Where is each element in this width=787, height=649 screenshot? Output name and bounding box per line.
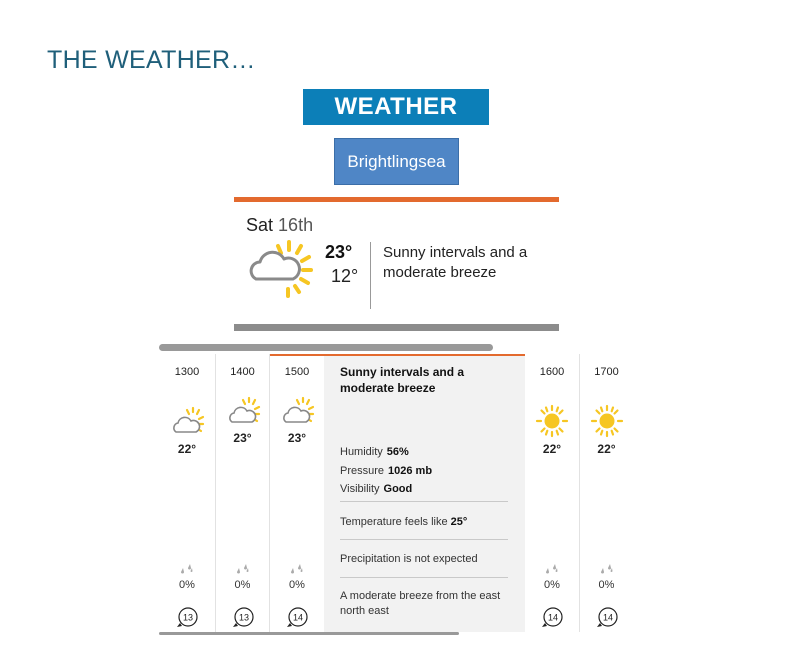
sunny-intervals-icon	[169, 406, 205, 440]
sunny-intervals-icon	[279, 396, 315, 430]
max-temperature: 23°	[325, 242, 353, 262]
hour-temperature: 22°	[177, 442, 197, 456]
bottom-scrollbar[interactable]	[159, 632, 459, 635]
precipitation-chance: 0%	[179, 579, 195, 591]
precipitation-chance: 0%	[544, 579, 560, 591]
divider	[340, 501, 508, 502]
hour-column-1600[interactable]	[525, 354, 580, 632]
wind-direction-icon	[231, 606, 255, 628]
precipitation-chance: 0%	[234, 579, 251, 591]
hour-time: 1600	[539, 366, 565, 378]
sun-icon	[589, 404, 625, 438]
visibility-row	[340, 483, 412, 495]
humidity-value: 56%	[386, 446, 409, 458]
day-card-bottom-bar	[234, 324, 559, 331]
sun-icon	[534, 404, 570, 438]
hour-temperature: 22°	[542, 442, 562, 456]
day-summary-card[interactable]	[234, 197, 559, 332]
divider	[370, 242, 371, 309]
precipitation-note: Precipitation is not expected	[340, 553, 478, 565]
precipitation-chance: 0%	[289, 579, 305, 591]
slide-title: THE WEATHER…	[47, 46, 256, 74]
hour-time: 1500	[284, 366, 310, 378]
hour-time: 1300	[174, 366, 200, 378]
wind-speed: 14	[602, 612, 613, 623]
feels-like-value: 25°	[450, 516, 468, 528]
sunny-intervals-icon	[225, 396, 261, 430]
humidity-label: Humidity	[340, 446, 383, 458]
feels-like-label: Temperature feels like	[340, 516, 448, 528]
pressure-label: Pressure	[340, 465, 385, 477]
feels-like-row	[340, 515, 510, 530]
precipitation-chance: 0%	[598, 579, 615, 591]
hour-time: 1400	[230, 366, 255, 378]
weather-logo: WEATHER	[303, 89, 489, 125]
wind-note: A moderate breeze from the east north east	[340, 590, 501, 617]
day-label	[246, 215, 313, 236]
hour-column-1500[interactable]	[270, 354, 324, 632]
wind-direction-icon	[175, 606, 199, 628]
wind-speed: 13	[182, 612, 194, 623]
pressure-row	[340, 465, 432, 477]
wind-direction-icon	[540, 606, 564, 628]
visibility-value: Good	[383, 483, 413, 495]
sunny-intervals-icon	[242, 239, 317, 301]
wind-direction-icon	[595, 606, 619, 628]
raindrops-icon	[179, 562, 195, 576]
raindrops-icon	[289, 562, 305, 576]
hour-column-1700[interactable]	[580, 354, 633, 632]
min-temperature: 12°	[331, 266, 359, 286]
hourly-forecast[interactable]	[159, 344, 633, 636]
pressure-value: 1026 mb	[388, 465, 433, 477]
day-summary-text: Sunny intervals and a moderate breeze	[383, 244, 528, 281]
day-date: 16th	[278, 215, 314, 235]
hour-temperature: 23°	[233, 431, 252, 445]
hour-column-1400[interactable]	[216, 354, 270, 632]
hour-temperature: 22°	[597, 442, 616, 456]
raindrops-icon	[599, 562, 615, 576]
wind-speed: 14	[547, 612, 559, 623]
divider	[340, 577, 508, 578]
divider	[340, 539, 508, 540]
hour-detail-panel	[324, 354, 525, 632]
raindrops-icon	[544, 562, 560, 576]
wind-speed: 14	[292, 612, 304, 623]
wind-direction-icon	[285, 606, 309, 628]
day-selected-indicator	[234, 197, 559, 202]
visibility-label: Visibility	[340, 483, 380, 495]
wind-speed: 13	[238, 612, 249, 623]
hour-time: 1700	[594, 366, 619, 378]
raindrops-icon	[235, 562, 251, 576]
hour-temperature: 23°	[287, 431, 307, 445]
detail-headline: Sunny intervals and a moderate breeze	[340, 365, 465, 395]
location-name: Brightlingsea	[334, 138, 459, 185]
horizontal-scrollbar[interactable]	[159, 344, 493, 351]
humidity-row	[340, 446, 409, 458]
hour-column-1300[interactable]	[159, 354, 216, 632]
day-name: Sat	[246, 215, 274, 235]
